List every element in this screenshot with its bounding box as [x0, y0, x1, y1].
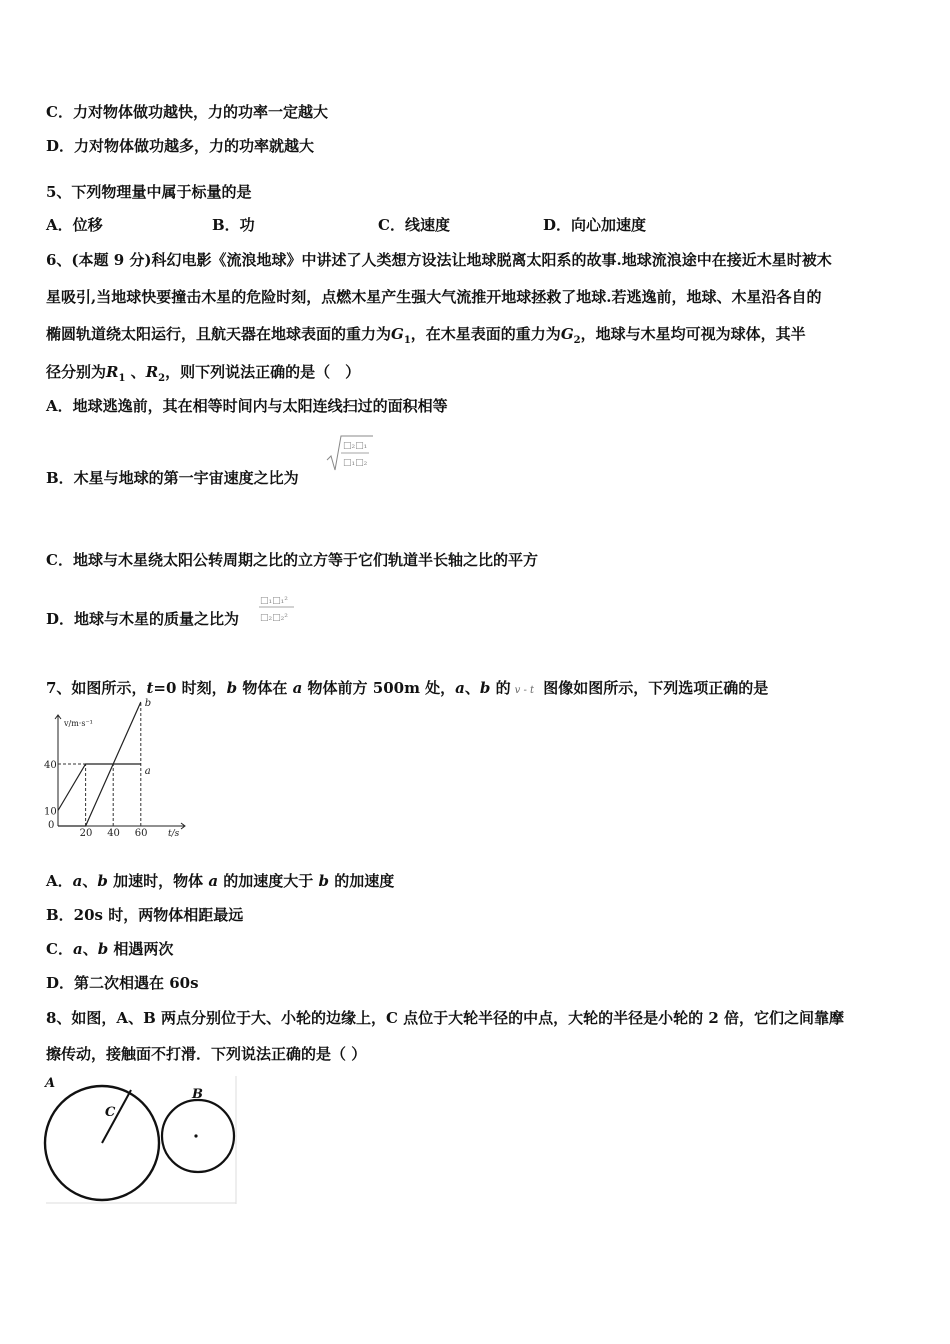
- q7-option-b: B．20s 时，两物体相距最远: [46, 906, 244, 924]
- x-tick-60: 60: [134, 828, 148, 839]
- series-label-a: a: [144, 766, 151, 777]
- q6-option-a: A．地球逃逸前，其在相等时间内与太阳连线扫过的面积相等: [46, 397, 448, 415]
- q7-stem: 7、如图所示，t=0 时刻，b 物体在 a 物体前方 500m 处，a、b 的 v - t 图像如图所示，下列选项正确的是: [46, 679, 769, 697]
- q8-line-2: 擦传动，接触面不打滑．下列说法正确的是（ ）: [46, 1045, 367, 1063]
- q6-option-d: D．地球与木星的质量之比为: [46, 610, 240, 628]
- q4-option-c: C．力对物体做功越快，力的功率一定越大: [46, 103, 328, 121]
- q7-option-c: C．a、b 相遇两次: [46, 940, 174, 958]
- q8-line-1: 8、如图，A、B 两点分别位于大、小轮的边缘上，C 点位于大轮半径的中点，大轮的半径是小轮的 2 倍，它们之间靠摩: [46, 1009, 845, 1027]
- y-axis-label: v/m·s⁻¹: [64, 719, 93, 728]
- q7-option-d: D．第二次相遇在 60s: [46, 974, 199, 992]
- point-c-label: C: [105, 1105, 116, 1120]
- q5-option-c: C．线速度: [378, 216, 450, 234]
- vt-axes: [55, 715, 185, 829]
- q6-line-2: 星吸引,当地球快要撞击木星的危险时刻，点燃木星产生强大气流推开地球拯救了地球.若逃逸前，地球、木星沿各自的: [46, 288, 822, 306]
- formula-denominator: □₁□₂: [343, 458, 368, 468]
- q5-option-a: A．位移: [46, 216, 103, 234]
- y-tick-40: 40: [44, 760, 57, 771]
- r1-symbol: R: [106, 363, 119, 381]
- series-label-b: b: [144, 698, 152, 709]
- q6-option-d-formula: [258, 590, 300, 626]
- q5-option-d: D．向心加速度: [543, 216, 647, 234]
- wheel-diagram: [44, 1074, 240, 1206]
- point-a-label: A: [45, 1076, 56, 1091]
- formula-denominator: □₂□₂²: [260, 613, 288, 623]
- sqrt-sign: [325, 434, 375, 474]
- y-tick-10: 10: [44, 806, 57, 818]
- q4-option-d: D．力对物体做功越多，力的功率就越大: [46, 137, 315, 155]
- q6-line-4: 径分别为$R_1$ 、$R_2$，则下列说法正确的是（ ）: [46, 363, 361, 384]
- vt-symbol: v - t: [514, 685, 535, 696]
- series-a: [58, 764, 141, 811]
- q6-option-b: B．木星与地球的第一宇宙速度之比为: [46, 469, 299, 487]
- q6-option-c: C．地球与木星绕太阳公转周期之比的立方等于它们轨道半长轴之比的平方: [46, 551, 538, 569]
- q6-option-b-formula: [325, 434, 375, 474]
- q5-option-b: B．功: [212, 216, 255, 234]
- x-axis-label: t/s: [168, 829, 180, 839]
- small-wheel: [162, 1100, 234, 1172]
- x-tick-0: 0: [48, 820, 55, 831]
- x-tick-40: 40: [107, 828, 120, 839]
- q6-line-3: 椭圆轨道绕太阳运行，且航天器在地球表面的重力为$G_1$，在木星表面的重力为$G_2$，地球与木星均可视为球体，其半: [46, 325, 806, 346]
- q6-line-1: 6、(本题 9 分)科幻电影《流浪地球》中讲述了人类想方设法让地球脱离太阳系的故事.地球流浪途中在接近木星时被木: [46, 251, 832, 269]
- vt-graph: [44, 698, 192, 839]
- r2-symbol: R: [145, 363, 159, 381]
- g2-symbol: G: [560, 325, 574, 343]
- g1-symbol: G: [391, 325, 404, 343]
- point-b-label: B: [192, 1087, 203, 1102]
- q5-stem: 5、下列物理量中属于标量的是: [46, 183, 252, 201]
- q7-option-a: A．a、b 加速时，物体 a 的加速度大于 b 的加速度: [46, 872, 395, 890]
- formula-numerator: □₁□₁²: [260, 596, 288, 606]
- formula-numerator: □₂□₁: [343, 441, 368, 451]
- small-wheel-center: [194, 1134, 197, 1137]
- x-tick-20: 20: [79, 828, 93, 839]
